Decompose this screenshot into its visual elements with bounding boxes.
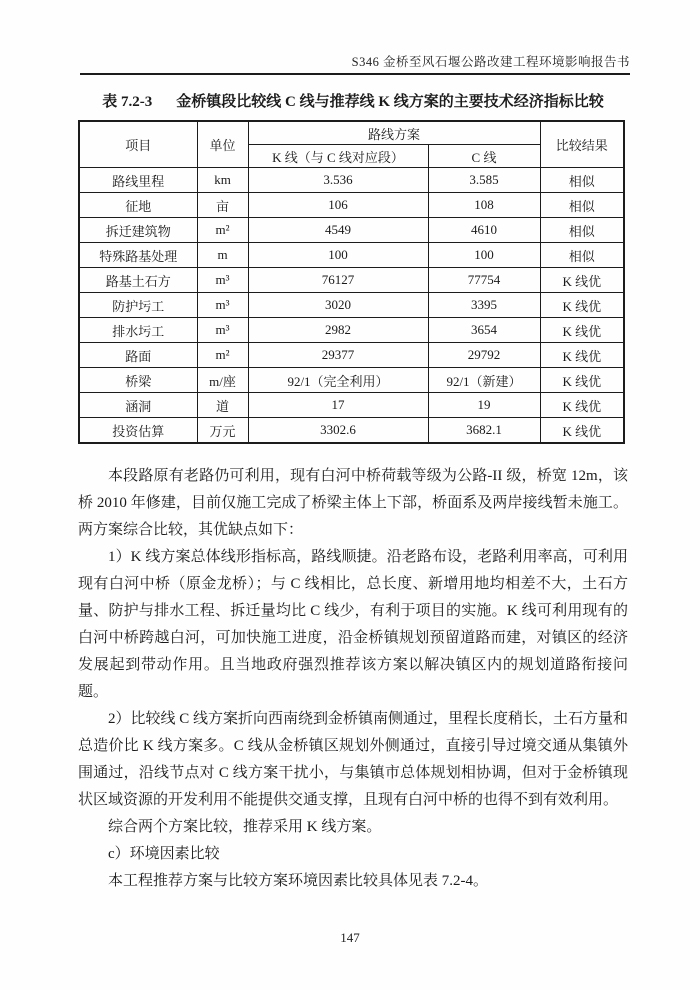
table-caption-title: 金桥镇段比较线 C 线与推荐线 K 线方案的主要技术经济指标比较 <box>176 94 604 110</box>
page-content <box>78 90 628 895</box>
cell-item: 拆迁建筑物 <box>79 218 197 243</box>
cell-k-value: 2982 <box>248 318 428 343</box>
header-title: S346 金桥至风石堰公路改建工程环境影响报告书 <box>351 55 630 69</box>
table-row <box>79 393 624 418</box>
cell-result: K 线优 <box>540 343 624 368</box>
cell-c-value: 100 <box>428 243 540 268</box>
cell-item: 路线里程 <box>79 168 197 193</box>
cell-c-value: 108 <box>428 193 540 218</box>
table-row <box>79 243 624 268</box>
cell-c-value: 77754 <box>428 268 540 293</box>
cell-k-value: 3302.6 <box>248 418 428 444</box>
cell-unit: m³ <box>197 268 248 293</box>
comparison-table <box>78 120 625 444</box>
cell-item: 特殊路基处理 <box>79 243 197 268</box>
cell-item: 路面 <box>79 343 197 368</box>
cell-unit: m/座 <box>197 368 248 393</box>
cell-k-value: 29377 <box>248 343 428 368</box>
cell-unit: 万元 <box>197 418 248 444</box>
body-paragraph: 2）比较线 C 线方案折向西南绕到金桥镇南侧通过，里程长度稍长，土石方量和总造价比 K 线方案多。C 线从金桥镇区规划外侧通过，直接引导过境交通从集镇外围通过，沿线节点对 C 线方案干扰小，与集镇市总体规划相协调，但对于金桥镇现状区域资源的开发利用不能提供交通支撑，且现有白河中桥的也得不到有效利用。 <box>78 711 629 808</box>
cell-item: 路基土石方 <box>79 268 197 293</box>
cell-k-value: 17 <box>248 393 428 418</box>
table-row <box>79 418 624 444</box>
cell-unit: m³ <box>197 318 248 343</box>
cell-unit: m³ <box>197 293 248 318</box>
cell-c-value: 3395 <box>428 293 540 318</box>
table-row <box>79 318 624 343</box>
cell-item: 排水圬工 <box>79 318 197 343</box>
cell-k-value: 106 <box>248 193 428 218</box>
col-header-item: 项目 <box>79 121 197 168</box>
cell-item: 防护圬工 <box>79 293 197 318</box>
cell-unit: m <box>197 243 248 268</box>
body-paragraph: 本工程推荐方案与比较方案环境因素比较具体见表 7.2-4。 <box>108 873 488 889</box>
cell-item: 涵洞 <box>79 393 197 418</box>
body-paragraph: 1）K 线方案总体线形指标高，路线顺捷。沿老路布设，老路利用率高，可利用现有白河中桥（原金龙桥）；与 C 线相比，总长度、新增用地均相差不大，土石方量、防护与排水工程、拆迁量均比 C 线少，有利于项目的实施。K 线可利用现有的白河中桥跨越白河，可加快施工进度，沿金桥镇规划预留道路而建，对镇区的经济发展起到带动作用。且当地政府强烈推荐该方案以解决镇区内的规划道路衔接问题。 <box>78 549 628 700</box>
cell-result: K 线优 <box>540 318 624 343</box>
cell-k-value: 3.536 <box>248 168 428 193</box>
cell-k-value: 92/1（完全利用） <box>248 368 428 393</box>
col-header-c-line: C 线 <box>428 145 540 168</box>
cell-c-value: 92/1（新建） <box>428 368 540 393</box>
body-text <box>78 463 628 895</box>
table-caption <box>78 90 628 111</box>
cell-result: 相似 <box>540 168 624 193</box>
page-number: 147 <box>340 930 360 945</box>
table-row <box>79 293 624 318</box>
cell-result: K 线优 <box>540 293 624 318</box>
table-row <box>79 168 624 193</box>
cell-unit: m² <box>197 218 248 243</box>
cell-result: K 线优 <box>540 368 624 393</box>
cell-c-value: 4610 <box>428 218 540 243</box>
running-header <box>80 0 630 75</box>
header-rule <box>80 73 630 75</box>
table-caption-label: 表 7.2-3 <box>102 94 153 110</box>
cell-result: 相似 <box>540 243 624 268</box>
cell-result: K 线优 <box>540 418 624 444</box>
cell-item: 投资估算 <box>79 418 197 444</box>
body-paragraph: c）环境因素比较 <box>108 846 220 862</box>
cell-k-value: 76127 <box>248 268 428 293</box>
cell-result: K 线优 <box>540 268 624 293</box>
table-row <box>79 343 624 368</box>
table-body <box>79 168 624 444</box>
col-header-scheme-group: 路线方案 <box>248 121 540 145</box>
col-header-result: 比较结果 <box>540 121 624 168</box>
cell-unit: 亩 <box>197 193 248 218</box>
cell-result: K 线优 <box>540 393 624 418</box>
col-header-unit: 单位 <box>197 121 248 168</box>
cell-unit: 道 <box>197 393 248 418</box>
col-header-k-line: K 线（与 C 线对应段） <box>248 145 428 168</box>
table-row <box>79 368 624 393</box>
cell-item: 桥梁 <box>79 368 197 393</box>
body-paragraph: 综合两个方案比较，推荐采用 K 线方案。 <box>108 819 382 835</box>
cell-k-value: 4549 <box>248 218 428 243</box>
cell-unit: m² <box>197 343 248 368</box>
table-row <box>79 193 624 218</box>
cell-c-value: 3682.1 <box>428 418 540 444</box>
cell-k-value: 3020 <box>248 293 428 318</box>
body-paragraph: 本段路原有老路仍可利用，现有白河中桥荷载等级为公路-II 级，桥宽 12m，该桥 2010 年修建，目前仅施工完成了桥梁主体上下部，桥面系及两岸接线暂未施工。两方案综合比较，其优缺点如下： <box>78 468 628 538</box>
cell-c-value: 3654 <box>428 318 540 343</box>
cell-result: 相似 <box>540 193 624 218</box>
cell-c-value: 29792 <box>428 343 540 368</box>
table-row <box>79 218 624 243</box>
cell-k-value: 100 <box>248 243 428 268</box>
cell-item: 征地 <box>79 193 197 218</box>
table-row <box>79 268 624 293</box>
table-header <box>79 121 624 168</box>
cell-c-value: 3.585 <box>428 168 540 193</box>
table-header-row-1 <box>79 121 624 145</box>
cell-unit: km <box>197 168 248 193</box>
cell-result: 相似 <box>540 218 624 243</box>
cell-c-value: 19 <box>428 393 540 418</box>
